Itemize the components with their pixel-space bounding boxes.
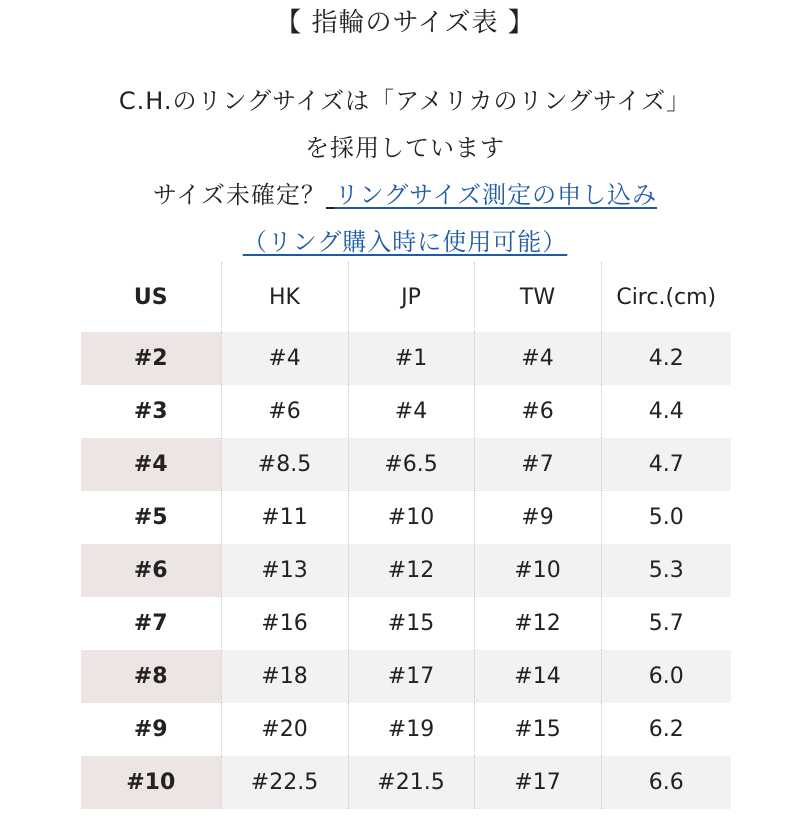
cell-circ: 4.7 (601, 438, 731, 491)
cell-circ: 5.7 (601, 597, 731, 650)
cell-tw: #14 (474, 650, 601, 703)
cell-tw: #9 (474, 491, 601, 544)
header-hk: HK (221, 262, 348, 332)
ring-size-table (81, 262, 731, 809)
ring-size-table-wrap (81, 262, 731, 809)
cell-hk: #22.5 (221, 756, 348, 809)
intro-line-1: C.H.のリングサイズは「アメリカのリングサイズ」 (118, 87, 692, 115)
cell-us: #6 (81, 544, 221, 597)
cell-tw: #6 (474, 385, 601, 438)
cell-hk: #16 (221, 597, 348, 650)
cell-circ: 6.2 (601, 703, 731, 756)
cell-circ: 5.3 (601, 544, 731, 597)
table-row (81, 703, 731, 756)
table-row (81, 650, 731, 703)
intro-line-4 (0, 219, 810, 266)
cell-jp: #19 (348, 703, 474, 756)
intro-line-3 (0, 172, 810, 219)
cell-jp: #15 (348, 597, 474, 650)
table-row (81, 491, 731, 544)
cell-jp: #12 (348, 544, 474, 597)
table-row (81, 385, 731, 438)
cell-circ: 4.4 (601, 385, 731, 438)
ring-size-measure-link[interactable]: リングサイズ測定の申し込み (334, 181, 658, 209)
cell-circ: 6.6 (601, 756, 731, 809)
cell-us: #4 (81, 438, 221, 491)
cell-us: #3 (133, 399, 168, 424)
cell-jp: #21.5 (348, 756, 474, 809)
intro-prefix: サイズ未確定？ (152, 181, 326, 209)
cell-us: #2 (81, 332, 221, 385)
cell-circ: 5.0 (601, 491, 731, 544)
cell-tw: #17 (474, 756, 601, 809)
cell-circ: 6.0 (601, 650, 731, 703)
cell-jp: #4 (348, 385, 474, 438)
cell-jp: #17 (348, 650, 474, 703)
cell-us: #10 (81, 756, 221, 809)
page-title: 【 指輪のサイズ表 】 (275, 8, 535, 38)
cell-hk: #13 (221, 544, 348, 597)
table-row (81, 756, 731, 809)
table-row (81, 332, 731, 385)
cell-hk: #20 (221, 703, 348, 756)
table-header-row (81, 262, 731, 332)
cell-jp: #6.5 (348, 438, 474, 491)
cell-hk: #11 (221, 491, 348, 544)
header-us: US (133, 284, 168, 310)
cell-tw: #12 (474, 597, 601, 650)
cell-hk: #18 (221, 650, 348, 703)
header-circ: Circ.(cm) (601, 262, 731, 332)
cell-us: #7 (133, 611, 168, 636)
cell-tw: #15 (474, 703, 601, 756)
table-row (81, 597, 731, 650)
cell-tw: #7 (474, 438, 601, 491)
intro-text (0, 78, 810, 266)
cell-jp: #1 (348, 332, 474, 385)
header-tw: TW (474, 262, 601, 332)
cell-circ: 4.2 (601, 332, 731, 385)
intro-line-2: を採用しています (305, 134, 505, 162)
cell-us: #5 (133, 505, 168, 530)
cell-hk: #8.5 (221, 438, 348, 491)
header-jp: JP (348, 262, 474, 332)
cell-hk: #4 (221, 332, 348, 385)
ring-size-measure-link-note[interactable]: （リング購入時に使用可能） (242, 228, 568, 256)
cell-tw: #10 (474, 544, 601, 597)
table-row (81, 544, 731, 597)
cell-us: #9 (133, 717, 168, 742)
cell-hk: #6 (221, 385, 348, 438)
cell-jp: #10 (348, 491, 474, 544)
table-row (81, 438, 731, 491)
cell-tw: #4 (474, 332, 601, 385)
cell-us: #8 (81, 650, 221, 703)
